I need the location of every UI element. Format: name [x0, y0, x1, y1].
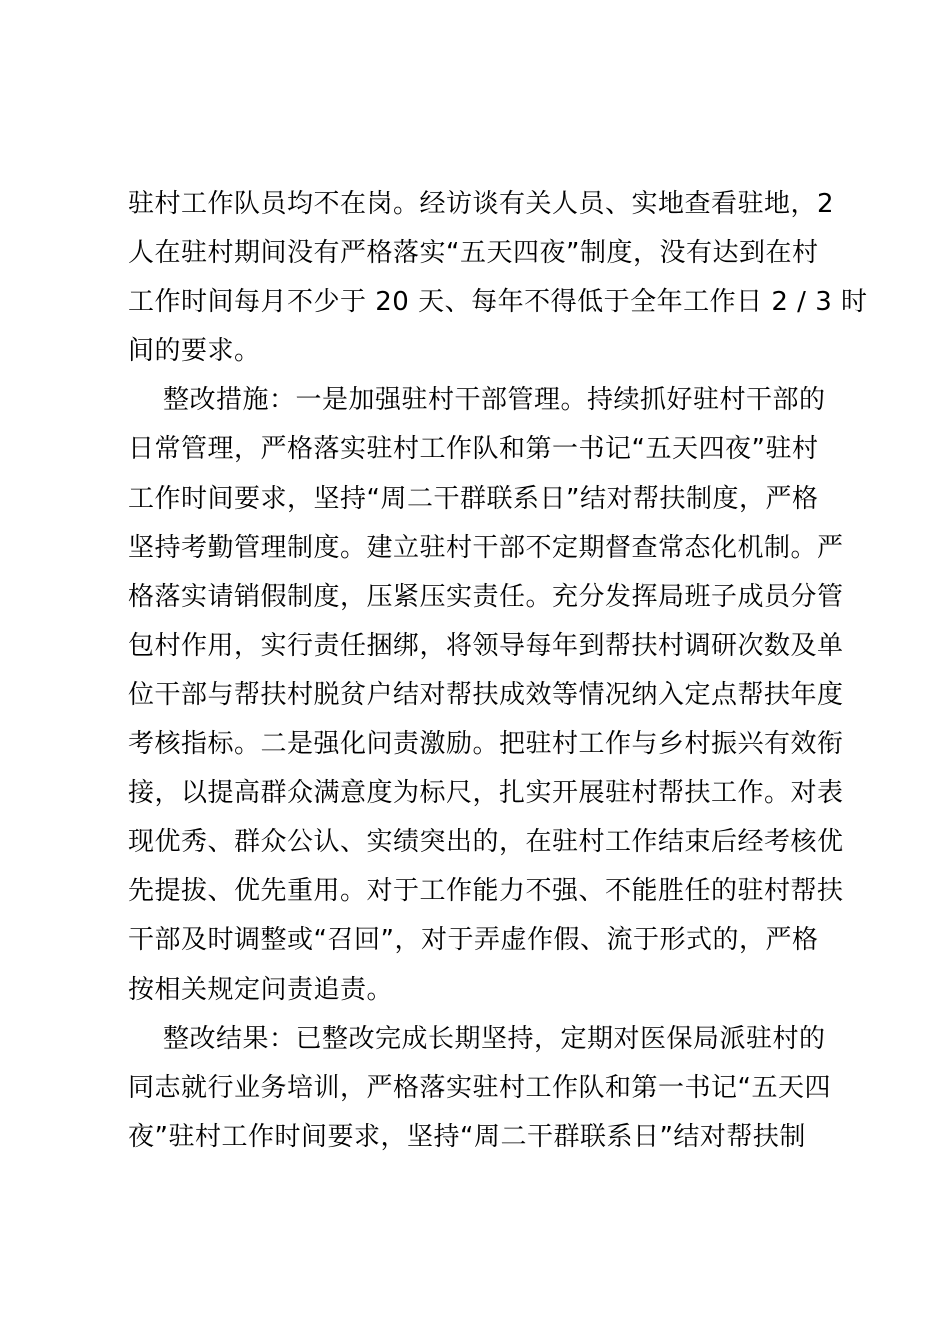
text-line: 干部及时调整或“召回”，对于弄虚作假、流于形式的，严格: [128, 925, 819, 956]
paragraph-1: [128, 180, 868, 376]
text-line: 驻村工作队员均不在岗。经访谈有关人员、实地查看驻地，2: [128, 189, 835, 219]
text-line: 按相关规定问责追责。: [128, 974, 394, 1005]
text-line: 接，以提高群众满意度为标尺，扎实开展驻村帮扶工作。对表: [128, 778, 844, 809]
document-body: [128, 180, 868, 1162]
text-line: 位干部与帮扶村脱贫户结对帮扶成效等情况纳入定点帮扶年度: [128, 679, 844, 710]
text-line: 人在驻村期间没有严格落实“五天四夜”制度，没有达到在村: [128, 238, 819, 269]
text-line: 坚持考勤管理制度。建立驻村干部不定期督查常态化机制。严: [128, 532, 844, 563]
text-line: 考核指标。二是强化问责激励。把驻村工作与乡村振兴有效衔: [128, 729, 844, 760]
text-line: 工作时间每月不少于 20 天、每年不得低于全年工作日 2 / 3 时: [128, 287, 868, 318]
text-line: 夜”驻村工作时间要求，坚持“周二干群联系日”结对帮扶制: [128, 1121, 806, 1152]
text-line: 日常管理，严格落实驻村工作队和第一书记“五天四夜”驻村: [128, 434, 819, 465]
text-line: 整改措施：一是加强驻村干部管理。持续抓好驻村干部的: [128, 385, 826, 416]
text-line: 同志就行业务培训，严格落实驻村工作队和第一书记“五天四: [128, 1072, 831, 1103]
text-line: 先提拔、优先重用。对于工作能力不强、不能胜任的驻村帮扶: [128, 876, 844, 907]
text-line: 现优秀、群众公认、实绩突出的，在驻村工作结束后经考核优: [128, 827, 844, 858]
text-line: 包村作用，实行责任捆绑，将领导每年到帮扶村调研次数及单: [128, 630, 844, 661]
text-line: 整改结果：已整改完成长期坚持，定期对医保局派驻村的: [128, 1023, 826, 1054]
text-line: 工作时间要求，坚持“周二干群联系日”结对帮扶制度，严格: [128, 483, 819, 514]
text-line: 间的要求。: [128, 336, 261, 367]
paragraph-3: [128, 1015, 833, 1162]
text-line: 格落实请销假制度，压紧压实责任。充分发挥局班子成员分管: [128, 581, 844, 612]
paragraph-2: [128, 376, 844, 1014]
